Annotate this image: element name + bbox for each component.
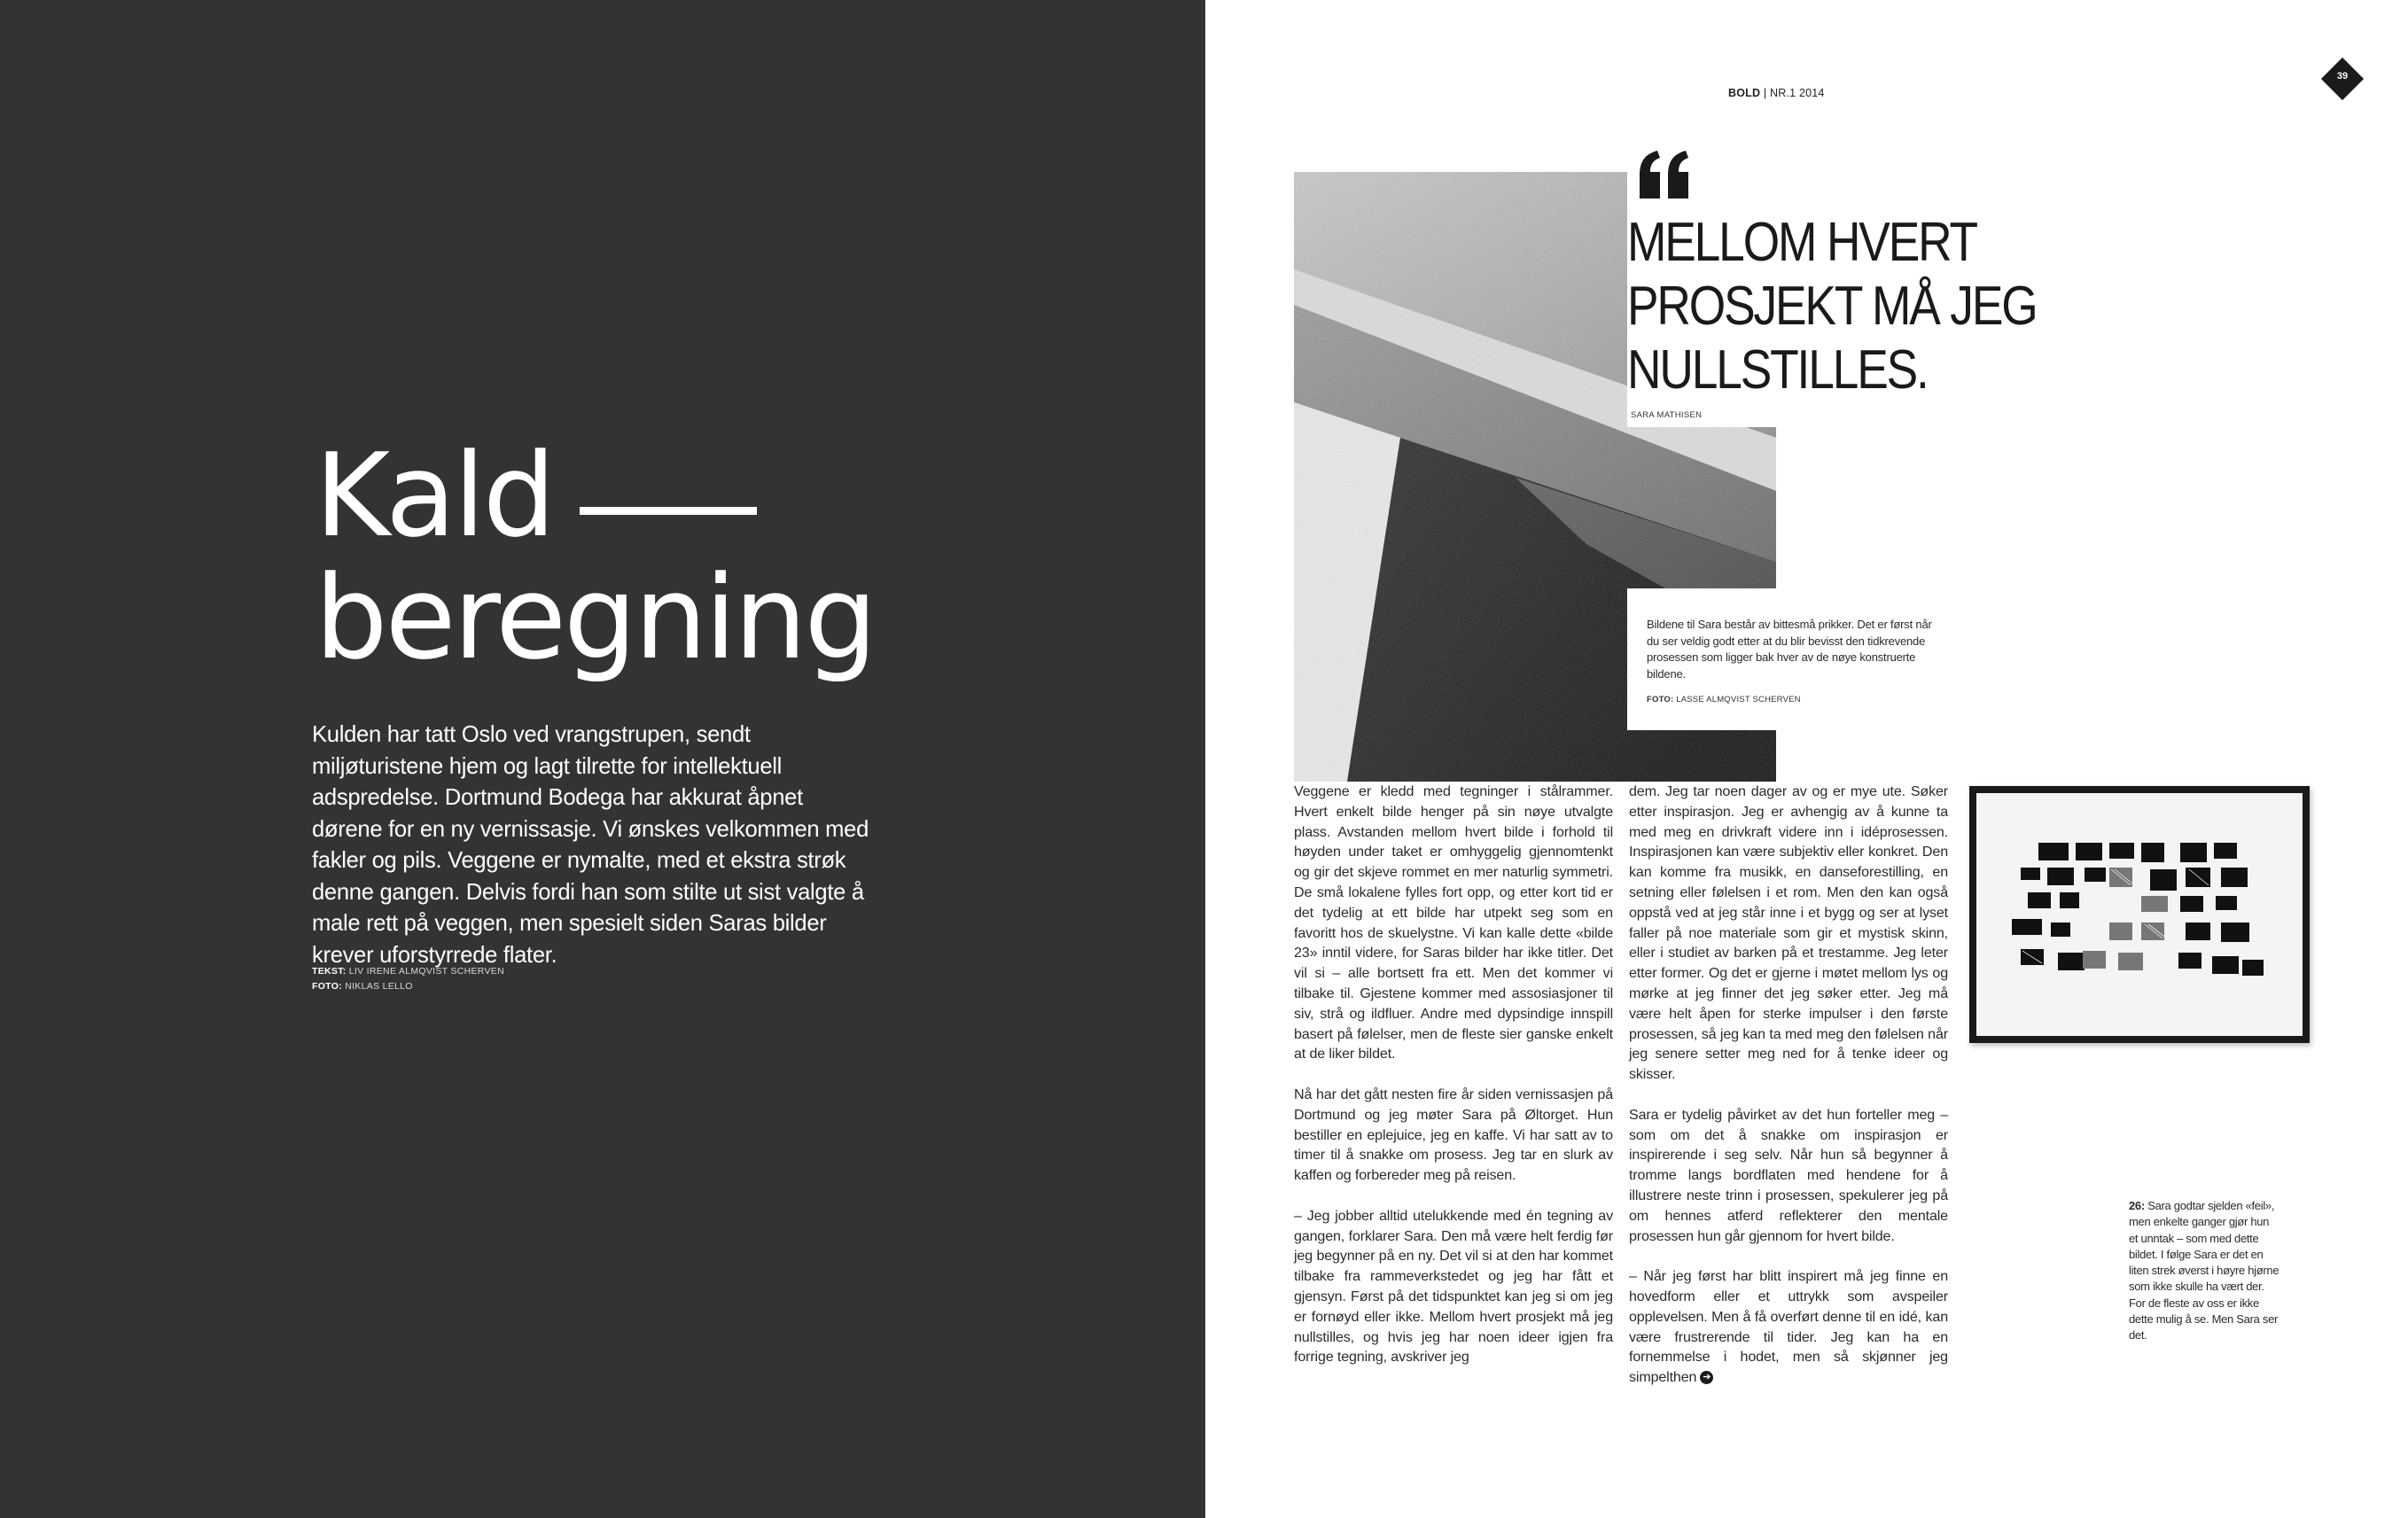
photo-credit: FOTO: LASSE ALMQVIST SCHERVEN <box>1647 695 1801 705</box>
pull-quote: MELLOM HVERT PROSJEKT MÅ JEG NULLSTILLES. <box>1627 212 2037 401</box>
body-paragraph: Veggene er kledd med tegninger i stålrammer. Hvert enkelt bilde henger på sin nøye utvalgte plass. Avstanden mellom hvert bilde i forhold til høyden under taket er omhyggelig gjennomtenkt og gir det skjeve rommet en mer naturlig symmetri. De små lokalene fylles fort opp, og etter kort tid er det tydelig at ett bilde har utpekt seg som en favoritt hos de skuelystne. Vi kan kalle dette «bilde 23» inntil videre, for Saras bilder har ikke titler. Det vil si – alle bortsett fra ett. Men det kommer vi tilbake til. Gjestene kommer med assosiasjoner til siv, strå og ildfluer. Andre med dypsindige innspill basert på følelser, men de fleste sier ganske enkelt at de liker bildet. <box>1294 783 1613 1063</box>
framed-artwork <box>1969 786 2310 1043</box>
credit-photo: FOTO: NIKLAS LELLO <box>312 981 413 992</box>
artwork-mat <box>1976 793 2303 1036</box>
article-title <box>315 428 876 685</box>
body-column-2 <box>1629 782 1948 1388</box>
body-column-1 <box>1294 782 1613 1367</box>
artwork-drawing-image <box>1976 793 2303 1036</box>
photo-caption-box <box>1627 588 1955 730</box>
page-number: 39 <box>2336 71 2349 82</box>
magazine-header <box>1728 87 1825 99</box>
body-paragraph: Sara er tydelig påvirket av det hun forteller meg – som om det å snakke om inspirasjon er inspirerende i seg selv. Når hun så begynner å tromme langs bordflaten med hendene for å illustrere neste trinn i prosessen, spekulerer jeg på om hennes atferd reflekterer den mentale prosessen hun går gjennom for hvert bilde. <box>1629 1106 1948 1244</box>
page-number-badge <box>2322 58 2363 99</box>
article-credits <box>312 964 504 994</box>
body-paragraph: Nå har det gått nesten fire år siden vernissasjen på Dortmund og jeg møter Sara på Øltorget. Hun bestiller en eplejuice, jeg en kaffe. Vi har satt av to timer til å snakke om prosess. Jeg tar en slurk av kaffen og forbereder meg på reisen. <box>1294 1086 1613 1184</box>
title-dash-rule <box>580 507 757 515</box>
header-issue: | NR.1 2014 <box>1763 87 1825 99</box>
title-line-2: beregning <box>315 550 876 685</box>
article-intro: Kulden har tatt Oslo ved vrangstrupen, sendt miljøturistene hjem og lagt tilrette for intellektuell adspredelse. Dortmund Bodega har akkurat åpnet dørene for en ny vernissasje. Vi ønskes velkommen med fakler og pils. Veggene er nymalte, med et ekstra strøk denne gangen. Delvis fordi han som stilte ut sist valgte å male rett på veggen, men spesielt siden Saras bilder krever uforstyrrede flater. <box>312 722 869 968</box>
title-line-1: Kald <box>315 434 875 557</box>
credit-text: TEKST: LIV IRENE ALMQVIST SCHERVEN <box>312 966 504 977</box>
continue-arrow-icon: ➔ <box>1700 1371 1713 1384</box>
photo-caption: Bildene til Sara består av bittesmå prikker. Det er først når du ser veldig godt etter at du blir bevisst den tidkrevende prosessen som ligger bak hver av de nøye konstruerte bildene. <box>1647 618 1932 681</box>
body-paragraph: – Når jeg først har blitt inspirert må jeg finne en hovedform eller et uttrykk som avspeiler opplevelsen. Men å få overført denne til en idé, kan være frustrerende til tider. Jeg kan ha en fornemmelse i hodet, men så skjønner jeg simpelthen ➔ <box>1629 1268 1948 1386</box>
header-brand: BOLD <box>1728 87 1761 99</box>
right-page <box>1205 0 2408 1518</box>
quote-mark-icon <box>1636 149 1693 199</box>
body-paragraph: dem. Jeg tar noen dager av og er mye ute. Søker etter inspirasjon. Jeg er avhengig av å kunne ta med meg en drivkraft videre inn i idéprosessen. Inspirasjonen kan være subjektiv eller konkret. Den kan komme fra musikk, en danseforestilling, en setning eller følelsen i et rom. Men den kan også oppstå ved at jeg står inne i et bygg og ser at lyset faller på noe materiale som gir et mystisk skinn, eller i studiet av barken på et trestamme. Jeg leter etter former. Og det er gjerne i møtet mellom lys og mørke at jeg finner det jeg søker etter. Jeg må være helt åpen for sterke impulser i den første prosessen, så jeg kan ta med meg den følelsen når jeg senere setter meg ned for å tenke ideer og skisser. <box>1629 783 1948 1083</box>
body-paragraph: – Jeg jobber alltid utelukkende med én tegning av gangen, forklarer Sara. Den må være helt ferdig før jeg begynner på en ny. Det vil si at den har kommet tilbake fra rammeverkstedet og jeg har fått et gjensyn. Først på det tidspunktet kan jeg si om jeg er fornøyd eller ikke. Mellom hvert prosjekt må jeg nullstilles, og hvis jeg har noen ideer igjen fra forrige tegning, avskriver jeg <box>1294 1207 1613 1366</box>
artwork-caption: 26: Sara godtar sjelden «feil», men enkelte ganger gjør hun et unntak – som med dette bildet. I følge Sara er det en liten strek øverst i høyre hjørne som ikke skulle ha vært der. For de fleste av oss er ikke dette mulig å se. Men Sara ser det. <box>2129 1199 2279 1343</box>
quote-author: SARA MATHISEN <box>1631 410 1703 420</box>
